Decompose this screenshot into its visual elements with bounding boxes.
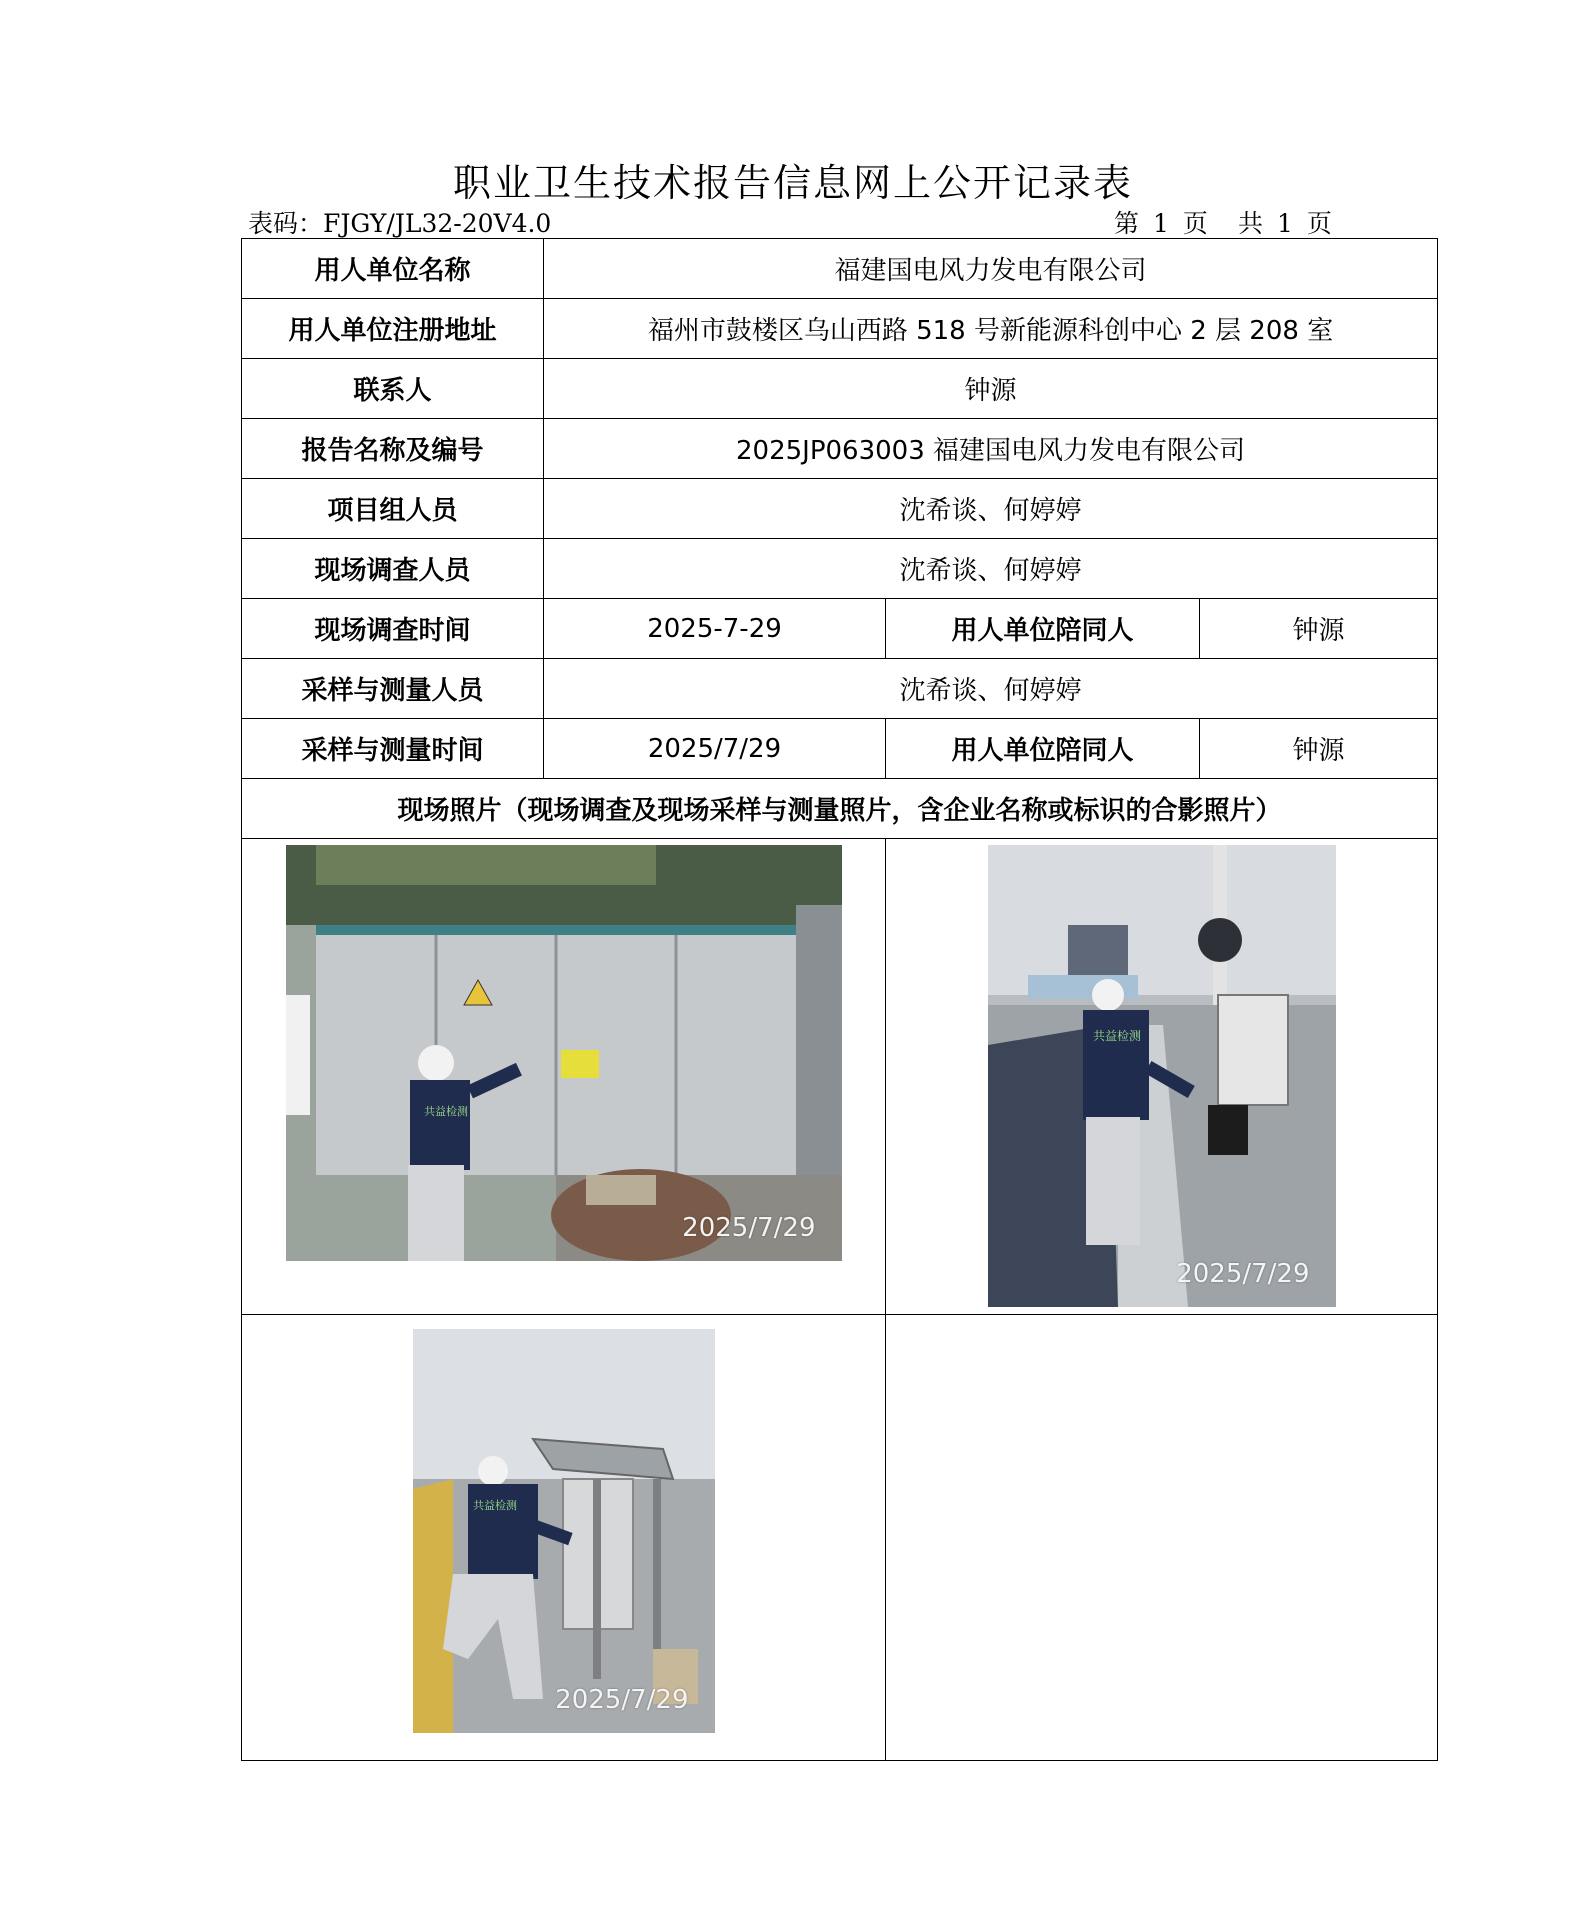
photo-3-date: 2025/7/29: [555, 1685, 689, 1715]
row-photos-2: [242, 1315, 1438, 1761]
row-contact: [242, 359, 1438, 419]
svg-text:共益检测: 共益检测: [423, 1105, 468, 1118]
page-suffix: 页: [1306, 209, 1332, 238]
row-sampling-staff: [242, 659, 1438, 719]
photos-header: 现场照片（现场调查及现场采样与测量照片，含企业名称或标识的合影照片）: [242, 779, 1438, 839]
row-project-team: [242, 479, 1438, 539]
svg-text:共益检测: 共益检测: [472, 1499, 517, 1512]
row-sampling-time: [242, 719, 1438, 779]
site-photo-1-image: [286, 845, 842, 1261]
survey-staff-value: 沈希谈、何婷婷: [544, 539, 1438, 599]
row-survey-time: [242, 599, 1438, 659]
row-survey-staff: [242, 539, 1438, 599]
project-team-value: 沈希谈、何婷婷: [544, 479, 1438, 539]
sampling-time-value: 2025/7/29: [544, 719, 886, 779]
page-total-prefix: 共: [1237, 209, 1263, 238]
site-photo-1: [286, 845, 842, 1261]
photo-2-date: 2025/7/29: [1176, 1259, 1310, 1289]
page-prefix: 第: [1114, 209, 1140, 238]
row-employer-name: [242, 239, 1438, 299]
page-info: [1114, 204, 1332, 240]
employer-address-value: 福州市鼓楼区乌山西路 518 号新能源科创中心 2 层 208 室: [544, 299, 1438, 359]
employer-name-value: 福建国电风力发电有限公司: [544, 239, 1438, 299]
survey-escort-label: 用人单位陪同人: [886, 599, 1200, 659]
survey-time-value: 2025-7-29: [544, 599, 886, 659]
record-table: [241, 238, 1438, 1761]
survey-time-label: 现场调查时间: [242, 599, 544, 659]
photo-1-date: 2025/7/29: [682, 1213, 816, 1243]
employer-address-label: 用人单位注册地址: [242, 299, 544, 359]
document-title: 职业卫生技术报告信息网上公开记录表: [452, 161, 1133, 205]
sampling-staff-label: 采样与测量人员: [242, 659, 544, 719]
photo-cell-3: [242, 1315, 886, 1761]
photo-cell-2: [886, 839, 1438, 1315]
svg-text:共益检测: 共益检测: [1092, 1029, 1141, 1043]
survey-staff-label: 现场调查人员: [242, 539, 544, 599]
project-team-label: 项目组人员: [242, 479, 544, 539]
photo-cell-empty: [886, 1315, 1438, 1761]
report-value: 2025JP063003 福建国电风力发电有限公司: [544, 419, 1438, 479]
sampling-time-label: 采样与测量时间: [242, 719, 544, 779]
employer-name-label: 用人单位名称: [242, 239, 544, 299]
row-employer-address: [242, 299, 1438, 359]
site-photo-2-image: [988, 845, 1336, 1307]
row-report: [242, 419, 1438, 479]
page-mid: 页: [1182, 209, 1208, 238]
survey-escort-value: 钟源: [1200, 599, 1438, 659]
contact-label: 联系人: [242, 359, 544, 419]
site-photo-2: [988, 845, 1336, 1307]
sampling-escort-label: 用人单位陪同人: [886, 719, 1200, 779]
report-label: 报告名称及编号: [242, 419, 544, 479]
site-photo-3: [413, 1329, 715, 1733]
page-total: 1: [1276, 209, 1293, 238]
site-photo-3-image: [413, 1329, 715, 1733]
photo-cell-1: [242, 839, 886, 1315]
page-current: 1: [1153, 209, 1169, 238]
contact-value: 钟源: [544, 359, 1438, 419]
sampling-staff-value: 沈希谈、何婷婷: [544, 659, 1438, 719]
row-photos-1: [242, 839, 1438, 1315]
sampling-escort-value: 钟源: [1200, 719, 1438, 779]
row-photos-header: [242, 779, 1438, 839]
form-code: 表码：FJGY/JL32-20V4.0: [248, 209, 552, 238]
